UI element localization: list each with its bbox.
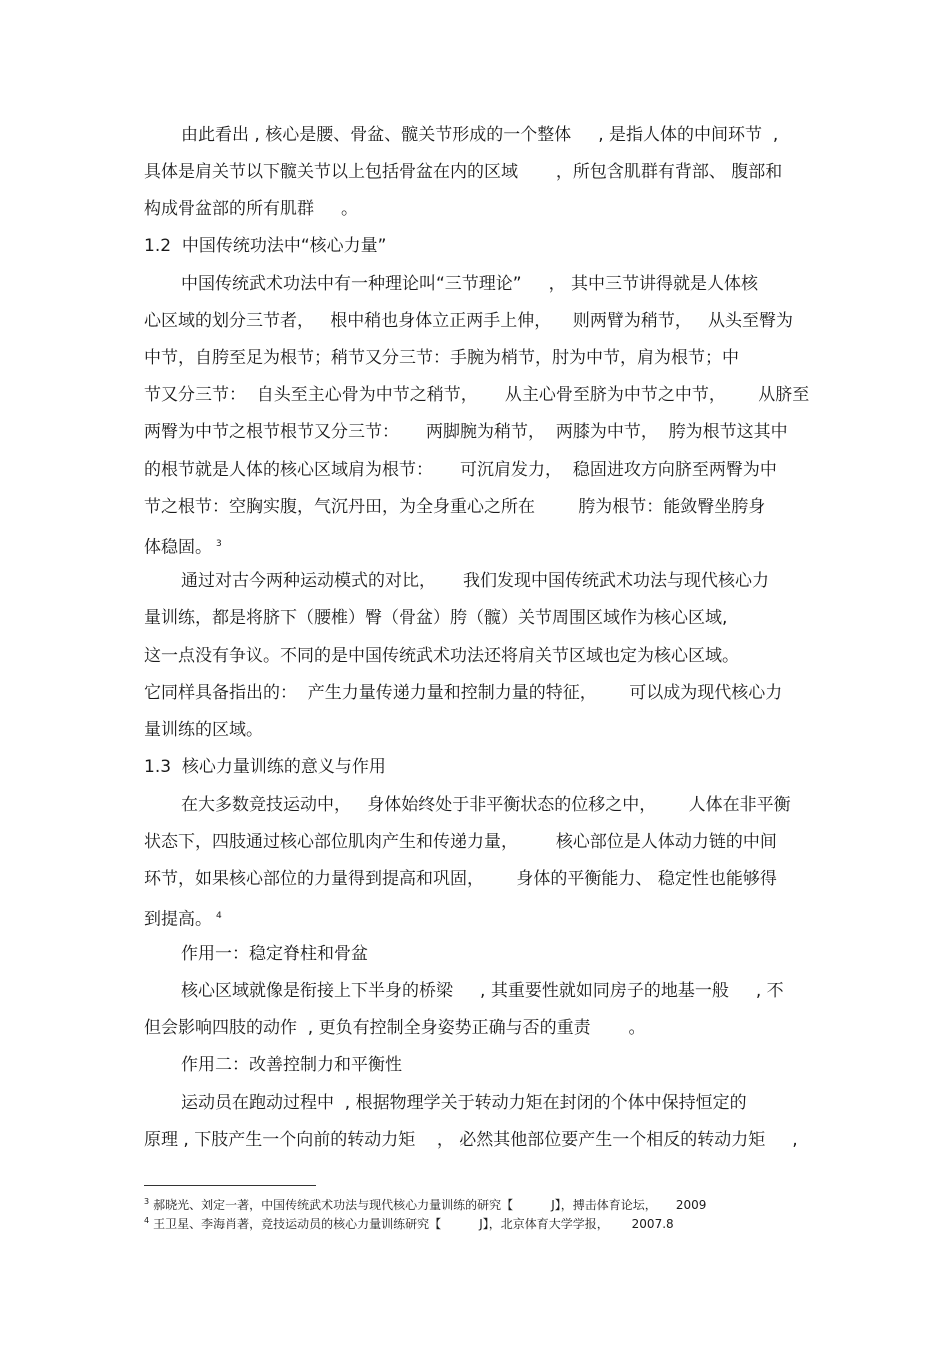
paragraph-line-text: 体稳固。 [144,537,212,558]
footnote-text: 郝晓光、刘定一著，中国传统武术功法与现代核心力量训练的研究【 J】，搏击体育论坛， 2009 [153,1198,707,1212]
footnote-number: 3 [144,1197,150,1206]
paragraph-line: 它同样具备指出的： 产生力量传递力量和控制力量的特征， 可以成为现代核心力 [144,683,783,703]
paragraph-line [144,905,222,931]
paragraph-line: 心区域的划分三节者， 根中稍也身体立正两手上伸， 则两臂为稍节， 从头至臀为 [144,311,794,331]
paragraph-line: 量训练，都是将脐下（腰椎）臀（骨盆）胯（髋）关节周围区域作为核心区域, [144,608,728,628]
paragraph-line: 节之根节：空胸实腹，气沉丹田，为全身重心之所在 胯为根节：能敛臀坐胯身 [144,497,766,517]
paragraph-line: 节又分三节： 自头至主心骨为中节之稍节， 从主心骨至脐为中节之中节， 从脐至 [144,385,810,405]
section-heading-1-3: 1.3 核心力量训练的意义与作用 [144,757,386,777]
paragraph-line: 环节，如果核心部位的力量得到提高和巩固， 身体的平衡能力、 稳定性也能够得 [144,869,777,889]
paragraph-line-text: 到提高。 [144,909,212,930]
section-heading-1-2: 1.2 中国传统功法中“核心力量” [144,236,387,256]
footnote-text: 王卫星、李海肖著，竞技运动员的核心力量训练研究【 J】，北京体育大学学报， 2007.8 [153,1217,674,1231]
paragraph-line: 中国传统武术功法中有一种理论叫“三节理论” ， 其中三节讲得就是人体核 [181,274,759,294]
footnote-number: 4 [144,1216,150,1225]
paragraph-line: 但会影响四肢的动作 , 更负有控制全身姿势正确与否的重责 。 [144,1018,646,1038]
footnote-ref-4[interactable]: 4 [216,911,222,921]
paragraph-line: 运动员在跑动过程中 , 根据物理学关于转动力矩在封闭的个体中保持恒定的 [181,1093,747,1113]
footnote-divider [144,1185,316,1186]
footnote-ref-3[interactable]: 3 [216,539,222,549]
paragraph-line: 由此看出 , 核心是腰、骨盆、髋关节形成的一个整体 , 是指人体的中间环节 , [181,125,779,145]
paragraph-line: 具体是肩关节以下髋关节以上包括骨盆在内的区域 ，所包含肌群有背部、 腹部和 [144,162,783,182]
paragraph-line: 构成骨盆部的所有肌群 。 [144,199,359,219]
paragraph-line [144,533,222,559]
role-heading-1: 作用一：稳定脊柱和骨盆 [181,944,368,964]
footnote [144,1213,674,1232]
paragraph-line: 状态下，四肢通过核心部位肌肉产生和传递力量， 核心部位是人体动力链的中间 [144,832,777,852]
paragraph-line: 在大多数竞技运动中， 身体始终处于非平衡状态的位移之中， 人体在非平衡 [181,795,791,815]
role-heading-2: 作用二：改善控制力和平衡性 [181,1055,402,1075]
paragraph-line: 核心区域就像是衔接上下半身的桥梁 , 其重要性就如同房子的地基一般 , 不 [181,981,784,1001]
paragraph-line: 量训练的区域。 [144,720,263,740]
paragraph-line: 原理 , 下肢产生一个向前的转动力矩 ， 必然其他部位要产生一个相反的转动力矩 , [144,1130,798,1150]
footnote [144,1194,706,1213]
paragraph-line: 两臀为中节之根节根节又分三节： 两脚腕为稍节， 两膝为中节， 胯为根节这其中 [144,422,788,442]
paragraph-line: 通过对古今两种运动模式的对比， 我们发现中国传统武术功法与现代核心力 [181,571,770,591]
paragraph-line: 中节，自胯至足为根节；稍节又分三节：手腕为梢节，肘为中节，肩为根节；中 [144,348,739,368]
paragraph-line: 这一点没有争议。不同的是中国传统武术功法还将肩关节区域也定为核心区域。 [144,646,739,666]
paragraph-line: 的根节就是人体的核心区域肩为根节： 可沉肩发力， 稳固进攻方向脐至两臀为中 [144,460,777,480]
